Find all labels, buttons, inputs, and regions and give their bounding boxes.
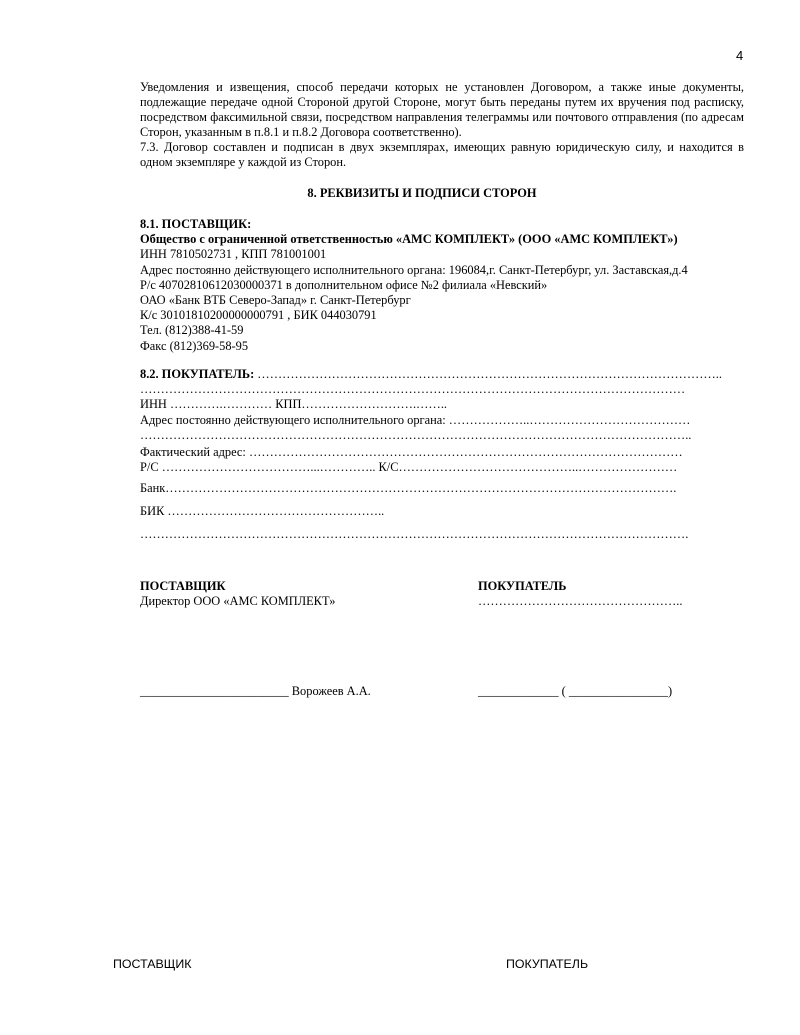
supplier-signature-label: ПОСТАВЩИК xyxy=(140,579,226,593)
supplier-heading: 8.1. ПОСТАВЩИК: xyxy=(140,217,252,231)
buyer-rs-ks: Р/С ………………………………...………….. К/С……………………………………..…………………… xyxy=(140,460,678,474)
buyer-address-dots: …………………………………………………………………………………………………………………….. xyxy=(140,428,692,442)
buyer-heading-dots: ………………………………………………………………………………………………….. xyxy=(254,367,722,381)
page-number: 4 xyxy=(736,48,744,63)
footer-buyer-label: ПОКУПАТЕЛЬ xyxy=(506,957,589,971)
buyer-signatory-title: ………………………………………….. xyxy=(478,594,683,608)
supplier-signatory-title: Директор ООО «АМС КОМПЛЕКТ» xyxy=(140,594,336,608)
supplier-bank: ОАО «Банк ВТБ Северо-Запад» г. Санкт-Петербург xyxy=(140,293,411,308)
clause-7-3-paragraph: 7.3. Договор составлен и подписан в двух экземплярах, имеющих равную юридическую силу, и находится в одном экземпляре у каждой из Сторон. xyxy=(140,140,744,169)
buyer-heading-row xyxy=(140,367,722,382)
supplier-signature-line: ________________________ Ворожеев А.А. xyxy=(140,684,371,698)
buyer-signature-line: _____________ ( ________________) xyxy=(478,684,673,698)
buyer-heading: 8.2. ПОКУПАТЕЛЬ: xyxy=(140,367,255,381)
buyer-actual-address: Фактический адрес: …………………………………………………………………………………………… xyxy=(140,445,683,459)
buyer-last-line: ……………………………………………………………………………………………………………………. xyxy=(140,527,689,541)
section-title: 8. РЕКВИЗИТЫ И ПОДПИСИ СТОРОН xyxy=(307,186,537,200)
buyer-bik: БИК …………………………………………….. xyxy=(140,504,385,518)
footer-supplier-label: ПОСТАВЩИК xyxy=(113,957,192,971)
buyer-inn-kpp: ИНН ………….………… КПП……………………….…….. xyxy=(140,397,448,411)
supplier-account: Р/с 40702810612030000371 в дополнительном офисе №2 филиала «Невский» xyxy=(140,277,548,292)
notices-paragraph: Уведомления и извещения, способ передачи которых не установлен Договором, а также иные документы, подлежащие передаче одной Стороной другой Стороне, могут быть переданы путем их вручения под расписку, посредством факсимильной связи, посредством направления телеграммы или почтового отправления (по адресам Сторон, указанным в п.8.1 и п.8.2 Договора соответственно). xyxy=(140,80,744,139)
buyer-signature-label: ПОКУПАТЕЛЬ xyxy=(478,579,567,593)
supplier-company-name: Общество с ограниченной ответственностью «АМС КОМПЛЕКТ» (ООО «АМС КОМПЛЕКТ») xyxy=(140,232,678,247)
supplier-corr-bik: К/с 30101810200000000791 , БИК 044030791 xyxy=(140,308,377,323)
supplier-fax: Факс (812)369-58-95 xyxy=(140,338,249,353)
supplier-inn-kpp: ИНН 7810502731 , КПП 781001001 xyxy=(140,247,327,262)
supplier-phone: Тел. (812)388-41-59 xyxy=(140,323,244,338)
intro-section xyxy=(140,80,744,170)
buyer-bank: Банк……………………………………………………………………………………………………………. xyxy=(140,481,677,495)
supplier-address: Адрес постоянно действующего исполнительного органа: 196084,г. Санкт-Петербург, ул. Заставская,д.4 xyxy=(140,262,688,277)
buyer-address: Адрес постоянно действующего исполнительного органа: ………………..………………………………… xyxy=(140,413,691,427)
supplier-details xyxy=(140,217,688,354)
buyer-name-line: …………………………………………………………………………………………………………………… xyxy=(140,382,686,396)
